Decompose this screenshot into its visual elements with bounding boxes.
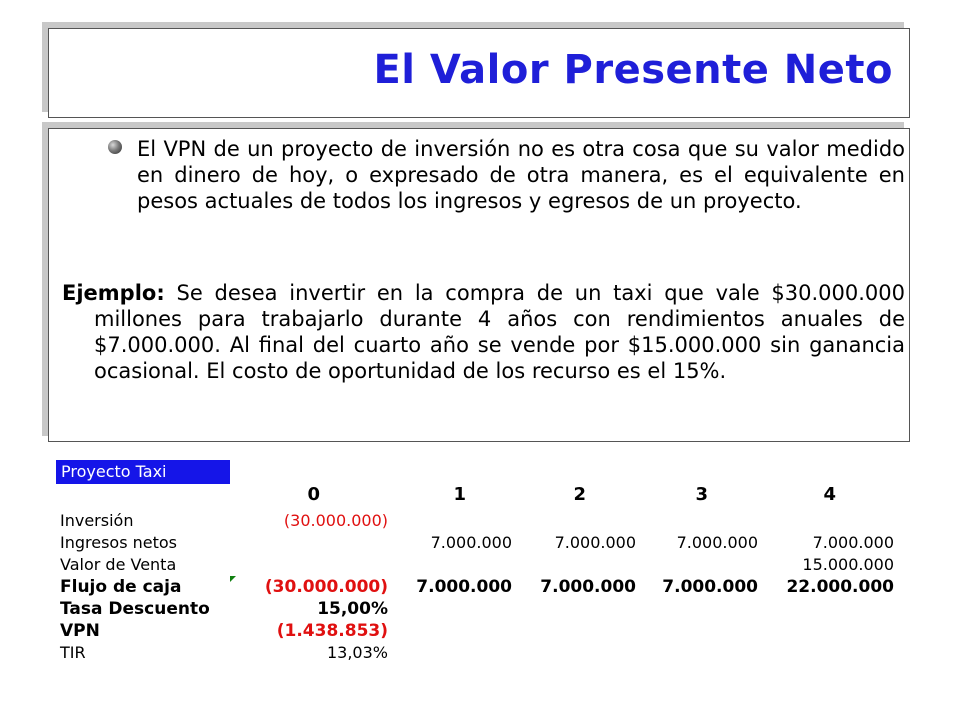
period-header-1: 1: [453, 484, 466, 505]
cell-value: 7.000.000: [812, 533, 894, 552]
table-row-tasa: [56, 598, 916, 620]
cell-value: 7.000.000: [662, 577, 758, 597]
cell-value: 7.000.000: [416, 577, 512, 597]
row-label: VPN: [60, 621, 100, 641]
row-label: TIR: [60, 643, 86, 662]
period-header-0: 0: [307, 484, 320, 505]
period-header-3: 3: [695, 484, 708, 505]
table-row-ingresos: [56, 532, 916, 554]
definition-paragraph: El VPN de un proyecto de inversión no es otra cosa que su valor medido en dinero de hoy, o expresado de otra manera, es el equivalente en pesos actuales de todos los ingresos y egresos de un proyecto.: [137, 137, 905, 213]
cell-value: (30.000.000): [264, 577, 388, 597]
cell-value: 15.000.000: [802, 555, 894, 574]
cell-value: (1.438.853): [276, 621, 388, 641]
table-title: Proyecto Taxi: [56, 460, 230, 484]
cell-value: 7.000.000: [540, 577, 636, 597]
sphere-bullet-icon: [108, 140, 122, 154]
cell-value: 22.000.000: [786, 577, 894, 597]
period-header-2: 2: [573, 484, 586, 505]
row-label: Inversión: [60, 511, 134, 530]
cell-value: 7.000.000: [676, 533, 758, 552]
table-row-vpn: [56, 620, 916, 642]
title-box: [48, 28, 910, 118]
cell-value: 13,03%: [326, 643, 388, 662]
example-paragraph: [62, 280, 905, 384]
table-header-row: [56, 484, 916, 506]
example-text: Se desea invertir en la compra de un taxi que vale $30.000.000 millones para trabajarlo durante 4 años con rendimientos anuales de $7.000.000. Al final del cuarto año se vende por $15.000.000 sin ganancia ocasional. El costo de oportunidad de los recurso es el 15%.: [94, 281, 905, 383]
table-row-venta: [56, 554, 916, 576]
cell-value: 15,00%: [317, 599, 388, 619]
table-row-tir: [56, 642, 916, 664]
cell-value: 7.000.000: [430, 533, 512, 552]
row-label: Ingresos netos: [60, 533, 178, 552]
row-label: Flujo de caja: [60, 577, 182, 597]
row-label: Valor de Venta: [60, 555, 177, 574]
row-label: Tasa Descuento: [60, 599, 210, 619]
example-label: Ejemplo:: [62, 281, 165, 305]
period-header-4: 4: [823, 484, 836, 505]
table-row-inversion: [56, 510, 916, 532]
cell-value: 7.000.000: [554, 533, 636, 552]
table-row-flujo: [56, 576, 916, 598]
slide-title: El Valor Presente Neto: [373, 47, 893, 93]
cell-value: (30.000.000): [283, 511, 388, 530]
